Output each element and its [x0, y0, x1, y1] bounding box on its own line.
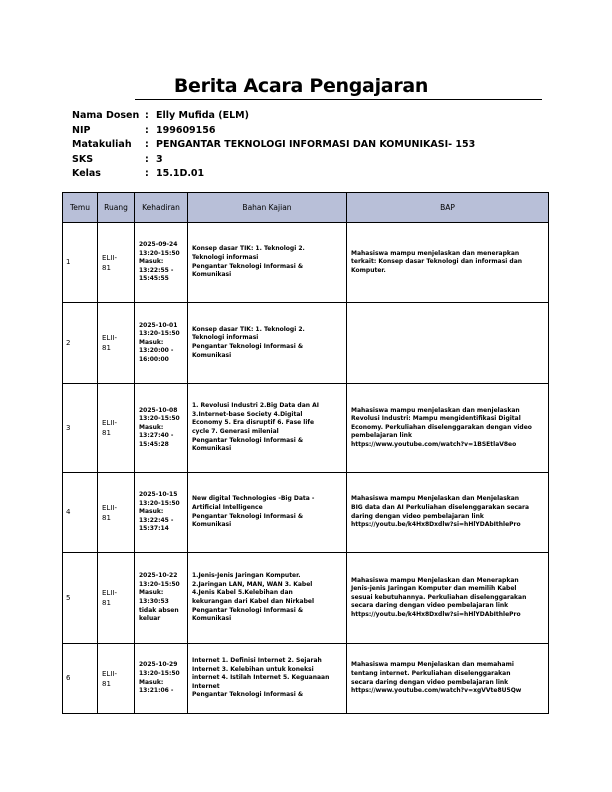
info-row-sks [72, 153, 475, 168]
info-value: 15.1D.01 [156, 168, 205, 179]
table-row [63, 553, 549, 644]
table-row [63, 223, 549, 303]
matakuliah-text: Pengantar Teknologi Informasi & [192, 691, 304, 699]
info-colon: : [145, 124, 149, 136]
info-value: 3 [156, 153, 163, 165]
info-value: Elly Mufida (ELM) [156, 110, 249, 121]
cell-ruang: ELII- 81 [98, 223, 135, 303]
cell-kehadiran: 2025-10-01 13:20-15:50 Masuk: 13:20:00 - 16:00:00 [135, 303, 188, 384]
info-colon: : [145, 110, 149, 121]
info-label: Kelas [72, 168, 101, 179]
bahan-text: 1.Jenis-Jenis Jaringan Komputer. 2.Jaringan LAN, MAN, WAN 3. Kabel 4.Jenis Kabel 5.Kelebihan dan kekurangan dari Kabel dan Nirkabel [192, 572, 315, 605]
cell-temu: 1 [63, 223, 98, 303]
cell-temu: 3 [63, 384, 98, 473]
cell-bap: Mahasiswa mampu menjelaskan dan menerapkan terkait: Konsep dasar Teknologi dan informasi dan Komputer. [347, 223, 549, 303]
info-row-nip [72, 124, 475, 139]
cell-ruang: ELII- 81 [98, 384, 135, 473]
cell-temu: 6 [63, 644, 98, 714]
bahan-text: Konsep dasar TIK: 1. Teknologi 2. Teknologi informasi [192, 325, 305, 342]
header-ruang: Ruang [98, 193, 135, 223]
bahan-text: Konsep dasar TIK: 1. Teknologi 2. Teknologi informasi [192, 245, 305, 261]
cell-ruang: ELII- 81 [98, 644, 135, 714]
cell-kehadiran: 2025-09-24 13:20-15:50 Masuk: 13:22:55 - 15:45:55 [135, 223, 188, 303]
cell-bap: Mahasiswa mampu Menjelaskan dan Menerapkan Jenis-jenis Jaringan Komputer dan memilih Kabel sesuai kebutuhannya. Perkuliahan diselenggarakan secara daring dengan video pembelajaran link https://youtu.be/k4Hx8Dxdlw?si=hHlYDAbIthlePro [347, 553, 549, 644]
info-colon: : [145, 168, 149, 179]
info-label: SKS [72, 153, 94, 165]
cell-kehadiran: 2025-10-15 13:20-15:50 Masuk: 13:22:45 - 15:37:14 [135, 473, 188, 553]
cell-ruang: ELII- 81 [98, 473, 135, 553]
bap-table [62, 192, 549, 714]
cell-bap: Mahasiswa mampu Menjelaskan dan Menjelaskan BIG data dan AI Perkuliahan diselenggarakan secara daring dengan video pembelajaran link https://youtu.be/k4Hx8Dxdlw?si=hHlYDAbIthlePro [347, 473, 549, 553]
cell-bahan-kajian [188, 384, 347, 473]
cell-bahan-kajian [188, 223, 347, 303]
table-row [63, 384, 549, 473]
title-underline [135, 99, 542, 100]
info-colon: : [145, 139, 149, 150]
cell-bahan-kajian [188, 473, 347, 553]
cell-temu: 4 [63, 473, 98, 553]
matakuliah-text: Pengantar Teknologi Informasi & Komunikasi [192, 512, 304, 529]
info-colon: : [145, 153, 149, 165]
header-kehadiran: Kehadiran [135, 193, 188, 223]
cell-bahan-kajian [188, 553, 347, 644]
header-temu: Temu [63, 193, 98, 223]
cell-temu: 2 [63, 303, 98, 384]
cell-kehadiran: 2025-10-29 13:20-15:50 Masuk: 13:21:06 - [135, 644, 188, 714]
matakuliah-text: Pengantar Teknologi Informasi & Komunikasi [192, 343, 304, 359]
table-row [63, 473, 549, 553]
matakuliah-text: Pengantar Teknologi Informasi & Komunikasi [192, 436, 304, 453]
cell-bap: Mahasiswa mampu menjelaskan dan menjelaskan Revolusi Industri: Mampu mengidentifikasi Digital Economy. Perkuliahan diselenggarakan dengan video pembelajaran link https://www.youtube.com/watch?v=1BSEtlaV8eo [347, 384, 549, 473]
header-bap: BAP [347, 193, 549, 223]
cell-bap: Mahasiswa mampu Menjelaskan dan memahami tentang internet. Perkuliahan diselenggarakan secara daring dengan video pembelajaran link https://www.youtube.com/watch?v=xgVVte8U5Qw [347, 644, 549, 714]
info-row-matakuliah [72, 138, 475, 153]
cell-bap [347, 303, 549, 384]
bahan-text: Internet 1. Definisi Internet 2. Sejarah Internet 3. Kelebihan untuk koneksi internet 4. Istilah Internet 5. Keguanaan Internet [192, 657, 330, 690]
matakuliah-text: Pengantar Teknologi Informasi & Komunikasi [192, 262, 304, 279]
info-label: NIP [72, 124, 91, 136]
info-row-kelas [72, 167, 475, 182]
bahan-text: 1. Revolusi Industri 2.Big Data dan AI 3.Internet-base Society 4.Digital Economy 5. Era disruptif 6. Fase life cycle 7. Generasi milenial [192, 402, 320, 435]
info-value: 199609156 [156, 124, 216, 136]
bahan-text: New digital Technologies -Big Data - Artificial Intelligence [192, 495, 315, 511]
course-info [72, 109, 475, 182]
page-title: Berita Acara Pengajaran [173, 75, 429, 97]
cell-ruang: ELII- 81 [98, 553, 135, 644]
matakuliah-text: Pengantar Teknologi Informasi & Komunikasi [192, 606, 304, 623]
info-label: Matakuliah [72, 139, 132, 150]
cell-bahan-kajian [188, 644, 347, 714]
header-bahan-kajian: Bahan Kajian [188, 193, 347, 223]
table-row [63, 644, 549, 714]
cell-bahan-kajian [188, 303, 347, 384]
info-row-dosen [72, 109, 475, 124]
cell-kehadiran: 2025-10-08 13:20-15:50 Masuk: 13:27:40 - 15:45:28 [135, 384, 188, 473]
cell-temu: 5 [63, 553, 98, 644]
cell-ruang: ELII- 81 [98, 303, 135, 384]
table-row [63, 303, 549, 384]
cell-kehadiran: 2025-10-22 13:20-15:50 Masuk: 13:30:53 tidak absen keluar [135, 553, 188, 644]
info-value: PENGANTAR TEKNOLOGI INFORMASI DAN KOMUNIKASI- 153 [156, 139, 476, 150]
info-label: Nama Dosen [72, 110, 140, 121]
table-header-row [63, 193, 549, 223]
